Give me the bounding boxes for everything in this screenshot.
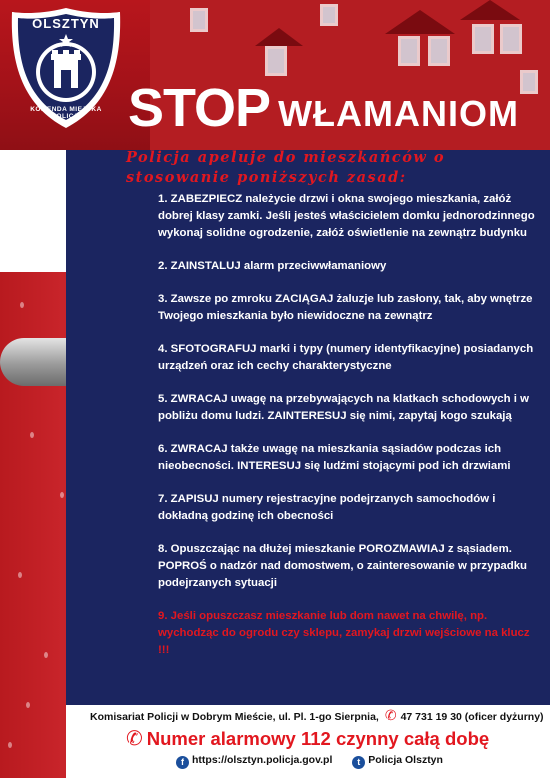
- rule-item: 5. ZWRACAJ uwagę na przebywających na klatkach schodowych i w pobliżu domu ludzi. ZAINTERESUJ się nimi, zapytaj kogo szukają: [158, 393, 529, 422]
- station-address: Komisariat Policji w Dobrym Mieście, ul. Pl. 1-go Sierpnia,: [90, 711, 379, 723]
- rule-item: 2. ZAINSTALUJ alarm przeciwwłamaniowy: [158, 260, 387, 272]
- station-phone: 47 731 19 30 (oficer dyżurny): [400, 711, 544, 723]
- facebook-icon: f: [176, 756, 189, 769]
- footer-contact-line: [90, 708, 550, 724]
- alarm-number: [126, 728, 489, 750]
- footer-links: [176, 753, 443, 769]
- rule-item: 7. ZAPISUJ numery rejestracyjne podejrzanych samochodów i dokładną godzinę ich obecności: [158, 493, 496, 522]
- rule-item: 3. Zawsze po zmroku ZACIĄGAJ żaluzje lub zasłony, tak, aby wnętrze Twojego mieszkania było niewidoczne na zewnątrz: [158, 293, 533, 322]
- white-strip: [0, 150, 66, 272]
- rule-item: 6. ZWRACAJ także uwagę na mieszkania sąsiadów podczas ich nieobecności. INTERESUJ się ludźmi stojącymi pod ich drzwiami: [158, 443, 511, 472]
- title-stop: STOP: [128, 78, 271, 138]
- logo-top-text: OLSZTYN: [32, 16, 100, 31]
- website-link[interactable]: https://olsztyn.policja.gov.pl: [192, 754, 333, 766]
- phone-icon: ✆: [384, 707, 397, 723]
- rule-item: 8. Opuszczając na dłużej mieszkanie POROZMAWIAJ z sąsiadem. POPROŚ o nadzór nad domostwem, o zainteresowanie w przypadku podejrzanych sytuacji: [158, 543, 527, 589]
- phone-icon: ✆: [126, 728, 143, 750]
- twitter-icon: t: [352, 756, 365, 769]
- alarm-number-text: Numer alarmowy 112 czynny całą dobę: [146, 728, 490, 749]
- police-logo: [8, 6, 124, 130]
- rule-item: 4. SFOTOGRAFUJ marki i typy (numery identyfikacyjne) posiadanych urządzeń oraz ich cechy charakterystyczne: [158, 343, 534, 372]
- appeal-subtitle: Policja apeluje do mieszkańców o stosowanie poniższych zasad:: [126, 149, 446, 186]
- rules-list: [158, 191, 536, 659]
- rule-item-warning: 9. Jeśli opuszczasz mieszkanie lub dom nawet na chwilę, np. wychodząc do ogrodu czy sklepu, zamykaj drzwi wejściowe na klucz !!!: [158, 610, 530, 656]
- page-title: [128, 78, 519, 138]
- twitter-link[interactable]: Policja Olsztyn: [368, 754, 443, 766]
- rule-item: 1. ZABEZPIECZ należycie drzwi i okna swojego mieszkania, załóż dobrej klasy zamki. Jeśli jesteś właścicielem domku jednorodzinnego wykonaj solidne ogrodzenie, załóż oświetlenie na zewnątrz budynku: [158, 193, 535, 239]
- logo-ring-text: KOMENDA MIEJSKA POLICJI: [30, 106, 102, 120]
- title-rest: WŁAMANIOM: [278, 93, 520, 134]
